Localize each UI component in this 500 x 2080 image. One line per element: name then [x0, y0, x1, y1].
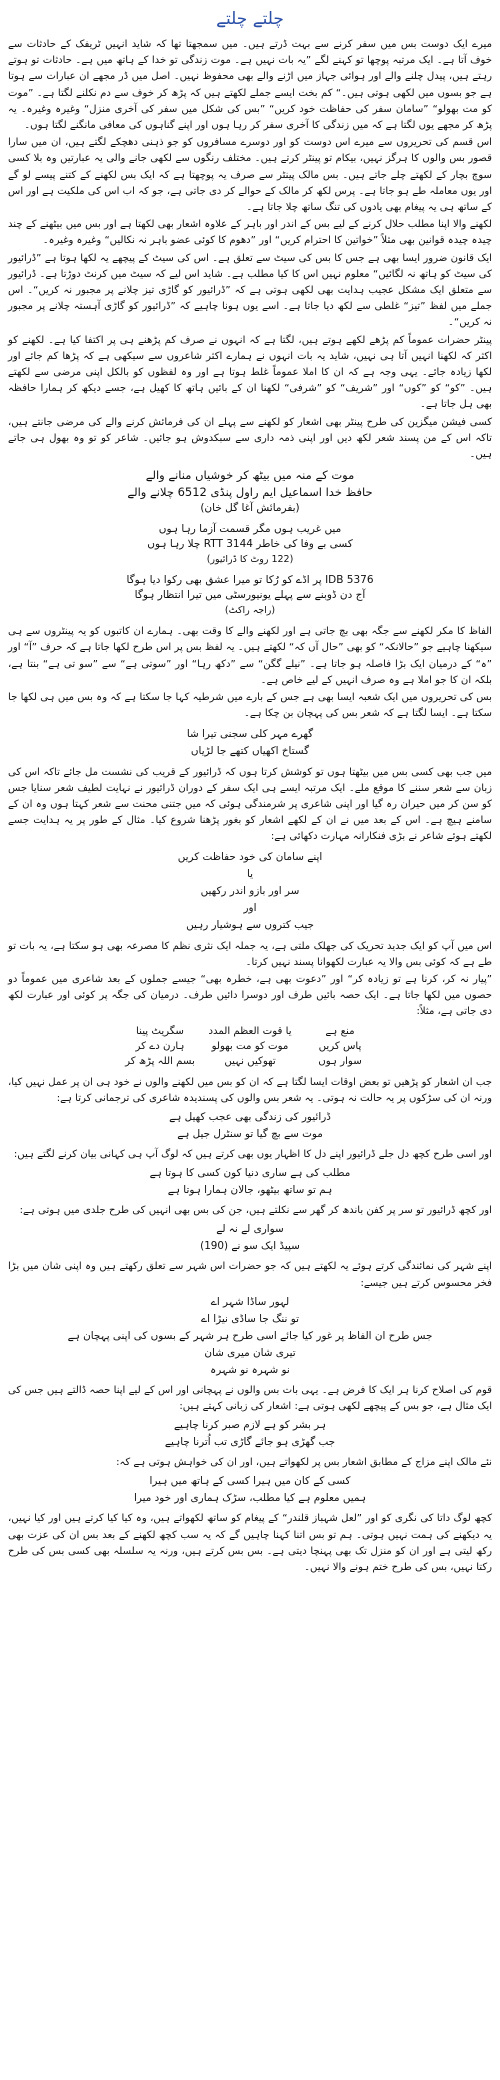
body-paragraph: اور اسی طرح کچھ دل جلے ڈرائیور اپنے دل کا اظہار یوں بھی کرتے ہیں کہ لوگ آپ ہی کہانی بیان کرنے لگتے ہیں: — [13, 1148, 492, 1160]
verse-line: اور — [243, 901, 257, 914]
verse-credit: (راجہ راکٹ) — [224, 605, 276, 617]
verse-line: اپنے سامان کی خود حفاظت کریں — [177, 850, 323, 863]
body-paragraph: اس قسم کی تحریروں سے میرے اس دوست کو اور دوسرے مسافروں کو جو ذہنی دھچکے لگتے ہیں، ان میں سارا قصور بس والوں کا ہرگز نہیں، بیکام تو پینٹر کرتے ہیں۔ مختلف رنگوں سے لکھی جانے والی یہ عبارتیں وہ بلا کسی سوچ بچار کے لکھتے چلے جاتے ہیں۔ بس مالک پینٹر سے صرف یہ پوچھتا ہے کہ ایک بس لکھنے کے کتنے پیسے لو گے اور یوں معاملہ طے ہو جاتا ہے۔ پرس لکھ کر مالک کے حوالے کر دی جاتی ہے، جو کہ اب اس کی ملکیت ہے اور اس کے ساتھ ہی یہ پیغام بھی یادوں کی تنگ ساتھ چلا جاتا ہے۔ — [8, 137, 492, 214]
split-verse-cell: سگریٹ پینا — [136, 1025, 184, 1037]
closing-paragraph: کچھ لوگ داتا کی نگری کو اور ”لعل شہباز قلندر“ کے پیغام کو ساتھ لکھواتے ہیں، وہ کیا کیا کرتے ہیں اور کیا نہیں، یہ دیکھنے کی ہمت نہیں ہوتی۔ ہم تو بس اتنا کہنا چاہیں گے کہ یہ سب کچھ لکھنے کے بعد بس ان کی عزت بھی رکھ لیتی ہے اور ان کو منزل تک بھی پہنچا دیتی ہے۔ بس بس کرتے ہیں، ورنہ یہ سلسلہ بھی کسی بس کی طرح رکتا نہیں، بس کی طرح ختم ہونے والا نہیں۔ — [8, 1513, 492, 1573]
body-paragraph: اس میں آپ کو ایک جدید تحریک کی جھلک ملتی ہے، یہ جملہ ایک نثری نظم کا مصرعہ بھی ہو سکتا ہے، یہ بات تو طے ہے کہ کوئی بس والا یہ عبارت لکھوانا پسند نہیں کرتا۔ — [8, 940, 492, 968]
verse-block — [8, 1417, 492, 1451]
body-paragraph: نئے مالک اپنے مزاج کے مطابق اشعار بس پر لکھواتے ہیں، اور ان کی خواہش ہوتی ہے کہ: — [116, 1457, 492, 1469]
split-verse-cell: پاس کریں — [318, 1040, 362, 1052]
verse-line: گستاخ اکھیاں کتھے جا لڑیاں — [190, 744, 310, 757]
split-verse-cell: منع ہے — [325, 1025, 355, 1037]
body-paragraph: قوم کی اصلاح کرنا ہر ایک کا فرض ہے۔ یہی بات بس والوں نے پہچانی اور اس کے لیے اپنا حصہ ڈالتے ہیں جس کی ایک مثال ہے، جو بس کے پیچھے لکھی ہوتی ہے: اشعار کی زبانی کہتے ہیں: — [8, 1384, 492, 1412]
verse-line: یا — [246, 867, 254, 880]
split-verse-cell: سوار ہوں — [318, 1055, 362, 1067]
verse-line: لہور ساڈا شہر اے — [210, 1295, 290, 1308]
verse-line: کسی بے وفا کی خاطر RTT 3144 چلا رہا ہوں — [147, 538, 353, 551]
body-paragraph: اپنے شہر کی نمائندگی کرتے ہوئے یہ لکھتے ہیں کہ جو حضرات اس شہر سے تعلق رکھتے ہیں وہ اپنی شان میں بڑا فخر محسوس کرتے ہیں جیسے: — [8, 1261, 492, 1289]
inscription-credit: (بفرمائش آغا گل خان) — [200, 502, 300, 515]
verse-line: ہر بشر کو ہے لازم صبر کرنا چاہیے — [173, 1419, 327, 1432]
verse-line: ہم تو ساتھ بیٹھو، جالان ہمارا ہوتا ہے — [167, 1184, 333, 1197]
body-paragraph: بس کی تحریروں میں ایک شعبہ ایسا بھی ہے جس کے بارے میں شرطیہ کہا جا سکتا ہے کہ وہ بس میں ہی لکھا جا سکتا ہے۔ ایسا لگتا ہے کہ شعر بس کی پہچان بن چکا ہے۔ — [8, 692, 492, 720]
verse-line: آج دن ڈوبنے سے پہلے یونیورسٹی میں تیرا انتظار ہوگا — [134, 589, 366, 602]
body-paragraph: کسی فیشن میگزین کی طرح پینٹر بھی اشعار کو لکھنے سے پہلے ان کی فرمائش کرنے والے کی مرضی جانتے ہیں، تاکہ اس کے من پسند شعر لکھ دیں اور اپنی ذمہ داری سے سبکدوش ہو جائیں۔ شاعر کو تو وہ بھول ہی جاتے ہیں۔ — [8, 416, 492, 461]
verse-line: سواری لے نہ لے — [216, 1223, 284, 1236]
body-paragraph: ”پیار نہ کر، کرنا ہے تو زیادہ کر“ اور ”دعوت بھی ہے، خطرہ بھی“ جیسے جملوں کے بعد شاعری میں عموماً دو حصوں میں لکھا جاتا ہے۔ ایک حصہ بائیں طرف اور دوسرا دائیں طرف۔ درمیان کی جگہ پر کوئی اور عبارت لکھ دی جاتی ہے، مثلاً: — [8, 973, 492, 1018]
verse-credit: (122 روٹ کا ڈرائیور) — [206, 554, 294, 566]
verse-line: گھرے مہر کلی سجنی تیرا شا — [186, 727, 314, 740]
body-paragraph: میں جب بھی کسی بس میں بیٹھتا ہوں تو کوشش کرتا ہوں کہ ڈرائیور کے قریب کی نشست مل جائے تاکہ اس کی زبان سے شعر سننے کا موقع ملے۔ ایک مرتبہ ایسے ہی ایک سفر کے دوران ڈرائیور نے نہایت لطیف شعر سنایا جس کو سن کر میں حیران رہ گیا اور اپنی شاعری پر شرمندگی ہوئی کہ میں جتنی محنت سے شعر کہتا ہوں وہ ان کے سامنے ہیچ ہے۔ اس کے بعد میں نے ان کے لکھے اشعار کو بغور پڑھنا شروع کیا۔ مثال کے طور پر یہ ہدایت جسے لکھتے ہوئے شاعر نے بڑی فنکارانہ مہارت دکھائی ہے: — [8, 766, 492, 843]
verse-line: تیری شان میری شان — [204, 1346, 296, 1359]
verse-line: ہمیں معلوم ہے کیا مطلب، سڑک ہماری اور خود میرا — [133, 1492, 366, 1505]
split-verse-cell: ہارن دے کر — [135, 1040, 185, 1052]
verse-line: نو شہرہ نو شہرہ — [210, 1363, 290, 1376]
split-verse-cell: موت کو مت بھولو — [211, 1040, 289, 1052]
body-paragraph: لکھنے والا اپنا مطلب حلال کرنے کے لیے بس کے اندر اور باہر کے علاوہ اشعار بھی لکھتا ہے اور بس میں بیٹھنے کے چند چیدہ چیدہ قوانین بھی مثلاً ”خواتین کا احترام کریں“ اور ”دھوم کا کوئی عضو باہر نہ نکالیں“ وغیرہ وغیرہ۔ — [8, 219, 492, 247]
inscription-line: موت کے منہ میں بیٹھ کر خوشیاں منانے والے — [145, 468, 355, 483]
verse-line: جب گھڑی ہو جائے گاڑی تب اُترنا چاہیے — [164, 1436, 336, 1449]
verse-block — [8, 849, 492, 934]
verse-block — [8, 726, 492, 760]
verse-line: مطلب کی ہے ساری دنیا کون کسی کا ہوتا ہے — [149, 1167, 351, 1180]
split-verse-cell: بسم اللہ پڑھ کر — [125, 1055, 195, 1067]
intro-paragraph: میرے ایک دوست بس میں سفر کرنے سے بہت ڈرتے ہیں۔ میں سمجھتا تھا کہ شاید انہیں ٹریفک کے حادثات سے خوف آتا ہے۔ ایک مرتبہ پوچھا تو کہنے لگے ”یہ بات نہیں ہے۔ موت زندگی تو خدا کے ہاتھ میں ہے۔ حادثات تو ہوتے رہتے ہیں، پیدل چلنے والے اور ہوائی جہاز میں اڑنے والے بھی محفوظ نہیں۔ اصل میں ڈر مجھے ان عبارات سے ہوتا ہے جو بسوں میں لکھی ہوتی ہیں۔“ کم بخت ایسے جملے لکھتے ہیں کہ پڑھ کر خوف سے دم نکلنے لگتا ہے۔ ”موت کو مت بھولو“ ”سامان سفر کی حفاظت خود کریں“ ”بس کی شکل میں سفر کی آخری منزل“ وغیرہ وغیرہ۔ یہ پڑھ کر مجھے یوں لگتا ہے کہ میں زندگی کا آخری سفر کر رہا ہوں اور اپنے گناہوں کی معافی مانگنے لگتا ہوں۔ — [8, 39, 492, 132]
article-title: چلتے چلتے — [216, 9, 284, 29]
body-paragraph: ایک قانون ضرور ایسا بھی ہے جس کا بس کی سیٹ سے تعلق ہے۔ اس کی سیٹ کے پیچھے یہ لکھا ہوتا ہے ”ڈرائیور کی سیٹ کو ہاتھ نہ لگائیں“ معلوم نہیں اس کا کیا مطلب ہے۔ شاید اس لیے کہ سیٹ میں کرنٹ دوڑتا ہے۔ ڈرائیور سے متعلق ایک مشکل عجیب ہدایت بھی لکھی ہوتی ہے کہ ”ڈرائیور کو گاڑی تیز چلانے پر مجبور نہ کریں“۔ اس جملے میں لفظ ”تیز“ غلطی سے لکھ دیا جاتا ہے۔ اسے یوں ہونا چاہیے کہ ”ڈرائیور کو گاڑی آہستہ چلانے پر مجبور نہ کریں“۔ — [8, 252, 492, 329]
inscription-line: حافظ خدا اسماعیل ایم راول پنڈی 6512 چلانے والے — [127, 485, 373, 500]
body-paragraph: اور کچھ ڈرائیور تو سر پر کفن باندھ کر گھر سے نکلتے ہیں، جن کی بس بھی انہیں کی طرح جلدی میں ہوتی ہے: — [19, 1205, 492, 1217]
verse-block — [8, 522, 492, 567]
verse-line: جس طرح ان الفاظ پر غور کیا جائے اسی طرح ہر شہر کے بسوں کی اپنی پہچان ہے — [67, 1329, 433, 1342]
body-paragraph: پینٹر حضرات عموماً کم پڑھے لکھے ہوتے ہیں، لگتا ہے کہ انہوں نے صرف کم پڑھنے ہی پر اکتفا کیا ہے۔ لکھنے کو اکثر کہ لکھنا انہیں آتا ہی نہیں، شاید یہ بات انہوں نے ہمارے اکثر شاعروں سے سیکھی ہے کہ پڑھا کم جائے اور لکھا زیادہ جائے۔ یہی وجہ ہے کہ ان کا املا عموماً غلط ہوتا ہے اور وہ لفظوں کو بالکل اپنی مرضی سے لکھتے ہیں۔ ”کو“ کو ”کوں“ اور ”شریف“ کو ”شرفی“ لکھنا ان کے بائیں ہاتھ کا کھیل ہے، جسے دیکھ کر ہمارا حافظہ بھی ہل جاتا ہے۔ — [8, 334, 492, 411]
verse-line: میں غریب ہوں مگر قسمت آزما رہا ہوں — [158, 523, 342, 536]
split-verse-cell: یا قوت العظم المدد — [208, 1025, 292, 1037]
verse-line: سپیڈ ایک سو نے (190) — [200, 1240, 300, 1253]
verse-block — [8, 1473, 492, 1507]
verse-block — [8, 1165, 492, 1199]
verse-block — [8, 1294, 492, 1379]
verse-line: سر اور بازو اندر رکھیں — [200, 884, 300, 897]
verse-line: تو ننگ جا ساڈی نیڑا اے — [201, 1312, 299, 1325]
verse-block — [8, 1109, 492, 1143]
split-verse-cell: تھوکیں نہیں — [224, 1055, 276, 1067]
verse-block — [8, 573, 492, 618]
verse-line: ڈرائیور کی زندگی بھی عجب کھیل ہے — [169, 1110, 331, 1123]
verse-line: کسی کے کان میں ہیرا کسی کے ہاتھ میں ہیرا — [149, 1475, 351, 1488]
body-paragraph: الفاظ کا مکر لکھنے سے جگہ بھی بچ جاتی ہے اور لکھنے والے کا وقت بھی۔ ہمارے ان کاتبوں کو یہ پینٹروں سے ہی سیکھنا چاہیے جو ”حالانکہ“ کو بھی ”حال آں کہ“ لکھتے ہیں۔ یہ لفظ بس پر اس طرح لکھا جاتا ہے کہ حرف ”آ“ اور ”ہ“ کے درمیان ایک بڑا فاصلہ ہو جاتا ہے۔ ”نیلے گگن“ سے ”دکھ رہا“ اور ”سوتی ہے“ سے ”سو تی ہے“ بنتا ہے، بلکہ ان کا جو املا ہے وہ صرف انہیں کے لیے خاص ہے۔ — [8, 626, 492, 686]
verse-line: موت سے بچ گیا تو سنٹرل جیل ہے — [177, 1127, 323, 1140]
body-paragraph: جب ان اشعار کو پڑھیں تو بعض اوقات ایسا لگتا ہے کہ ان کو بس میں لکھنے والوں نے خود ہی ان پر عمل نہیں کیا، ورنہ ان کی سڑکوں پر یہ حالت نہ ہوتی۔ یہ شعر بس والوں کی پسندیدہ شاعری کی ترجمانی کرتا ہے: — [8, 1076, 492, 1104]
verse-line: IDB 5376 پر اڈے کو رُکا تو میرا عشق بھی رکوا دیا ہوگا — [126, 574, 374, 587]
bus-inscription — [8, 467, 492, 516]
split-verse-table — [115, 1024, 385, 1069]
verse-line: جیب کتروں سے ہوشیار رہیں — [186, 918, 314, 931]
verse-block — [8, 1221, 492, 1255]
